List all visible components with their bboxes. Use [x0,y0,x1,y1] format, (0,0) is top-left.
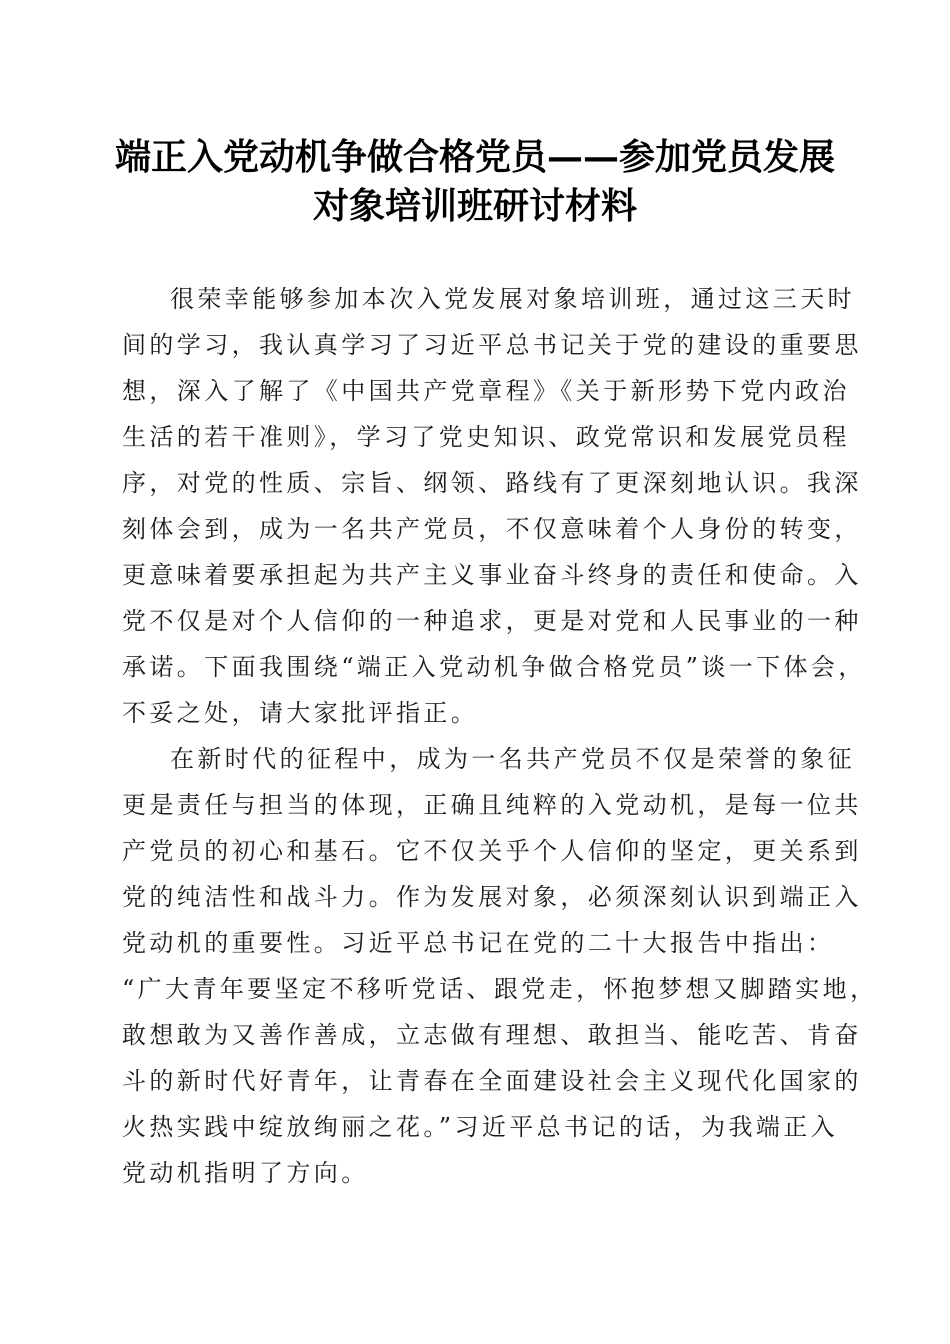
document-title-line-1: 端正入党动机争做合格党员——参加党员发展 [114,136,835,178]
paragraph-line: 产党员的初心和基石。它不仅关乎个人信仰的坚定，更关系到 [122,837,862,865]
paragraph-line: 党动机指明了方向。 [122,1159,369,1187]
paragraph-line: 火热实践中绽放绚丽之花。”习近平总书记的话，为我端正入 [122,1113,839,1141]
paragraph-line: 序，对党的性质、宗旨、纲领、路线有了更深刻地认识。我深 [122,469,862,497]
paragraph-line: 生活的若干准则》，学习了党史知识、政党常识和发展党员程 [122,423,850,451]
paragraph-line: 斗的新时代好青年，让青春在全面建设社会主义现代化国家的 [122,1067,862,1095]
paragraph-line: 想，深入了解了《中国共产党章程》《关于新形势下党内政治 [122,377,850,405]
paragraph-line: 刻体会到，成为一名共产党员，不仅意味着个人身份的转变， [122,515,862,543]
document-title-line-2: 对象培训班研讨材料 [312,185,637,227]
paragraph-line: 党动机的重要性。习近平总书记在党的二十大报告中指出： [122,929,835,957]
paragraph-line: 敢想敢为又善作善成，立志做有理想、敢担当、能吃苦、肯奋 [122,1021,862,1049]
paragraph-line: 党的纯洁性和战斗力。作为发展对象，必须深刻认识到端正入 [122,883,862,911]
paragraph-line: 党不仅是对个人信仰的一种追求，更是对党和人民事业的一种 [122,607,862,635]
paragraph-line: 承诺。下面我围绕“端正入党动机争做合格党员”谈一下体会， [122,653,866,681]
paragraph-line: 间的学习，我认真学习了习近平总书记关于党的建设的重要思 [122,331,862,359]
paragraph-line: 更意味着要承担起为共产主义事业奋斗终身的责任和使命。入 [122,561,862,589]
paragraph-line: 在新时代的征程中，成为一名共产党员不仅是荣誉的象征 [170,745,855,773]
paragraph-line: 更是责任与担当的体现，正确且纯粹的入党动机，是每一位共 [122,791,862,819]
paragraph-line: 不妥之处，请大家批评指正。 [122,699,479,727]
paragraph-line: 很荣幸能够参加本次入党发展对象培训班，通过这三天时 [170,285,855,313]
paragraph-line: “广大青年要坚定不移听党话、跟党走，怀抱梦想又脚踏实地， [122,975,878,1003]
